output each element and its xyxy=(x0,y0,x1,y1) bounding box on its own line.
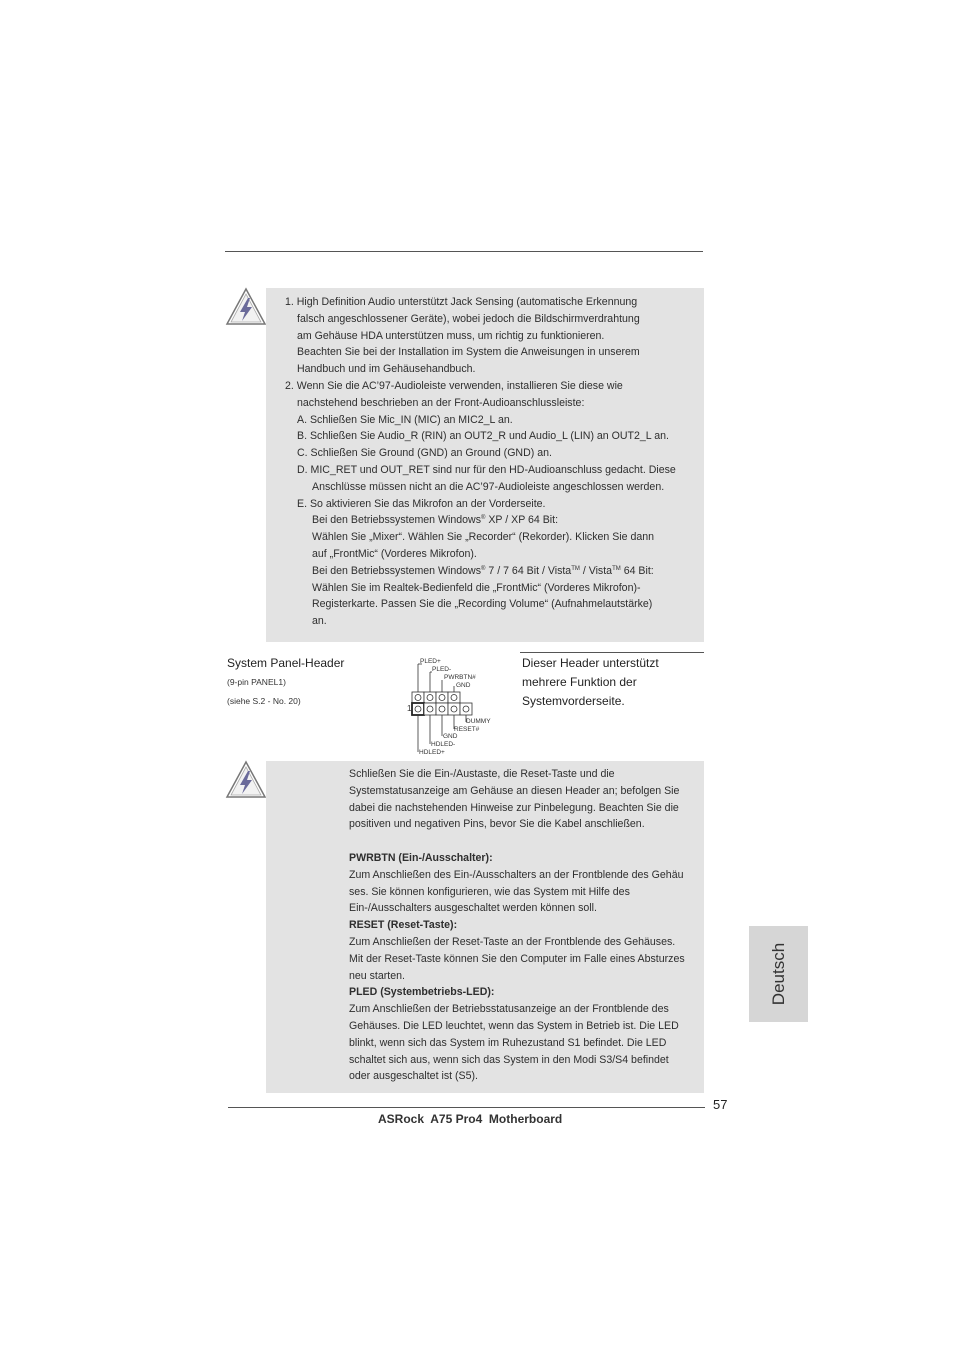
note-panel-line: Ein-/Ausschalters ausgeschaltet werden können soll. xyxy=(349,902,597,915)
note-audio-line: 2. Wenn Sie die AC’97-Audioleiste verwenden, installieren Sie diese wie xyxy=(285,380,623,392)
section-title-pwrbtn: PWRBTN (Ein-/Ausschalter): xyxy=(349,852,493,864)
note-panel-line: Mit der Reset-Taste können Sie den Computer im Falle eines Absturzes xyxy=(349,952,685,965)
note-panel-line: dabei die nachstehenden Hinweise zur Pinbelegung. Beachten Sie die xyxy=(349,801,679,814)
pin-label-gnd-top: GND xyxy=(456,682,471,689)
section-title-pled: PLED (Systembetriebs-LED): xyxy=(349,986,495,999)
warning-icon xyxy=(225,287,267,327)
pin-label-pled-minus: PLED- xyxy=(432,666,452,673)
note-panel-line: Systemstatusanzeige am Gehäuse an diesen Header an; befolgen Sie xyxy=(349,784,680,797)
section-title-reset: RESET (Reset-Taste): xyxy=(349,919,458,932)
pin-label-pled-plus: PLED+ xyxy=(420,658,441,665)
pin-one-marker: 1 xyxy=(407,704,412,713)
note-panel-line: Schließen Sie die Ein-/Austaste, die Reset-Taste und die xyxy=(349,768,615,780)
footer-rule xyxy=(228,1107,705,1108)
note-audio-line: nachstehend beschrieben an der Front-Audioanschlussleiste: xyxy=(297,396,585,409)
note-audio-line-part: Bei den Betriebssystemen Windows xyxy=(312,564,481,577)
note-audio-line xyxy=(312,565,654,578)
header-divider xyxy=(520,652,704,653)
pin-label-hdled-minus: HDLED- xyxy=(431,741,456,748)
note-panel-line: Zum Anschließen des Ein-/Ausschalters an der Frontblende des Gehäu xyxy=(349,868,684,881)
header-subtitle-pins: (9-pin PANEL1) xyxy=(227,677,286,687)
note-audio-line: D. MIC_RET und OUT_RET sind nur für den HD-Audioanschluss gedacht. Diese xyxy=(297,464,676,476)
note-audio-line: auf „FrontMic“ (Vorderes Mikrofon). xyxy=(312,548,477,560)
note-audio-line: C. Schließen Sie Ground (GND) an Ground (GND) an. xyxy=(297,447,552,460)
note-audio-line-part: ® xyxy=(481,565,486,572)
warning-icon xyxy=(225,760,267,800)
note-audio-line: am Gehäuse HDA unterstützen muss, um richtig zu funktionieren. xyxy=(297,329,605,342)
note-audio-line-part: 7 / 7 64 Bit / Vista xyxy=(485,564,572,577)
note-panel-line: Zum Anschließen der Reset-Taste an der Frontblende des Gehäuses. xyxy=(349,936,676,948)
note-audio-line: 1. High Definition Audio unterstützt Jack Sensing (automatische Erkennung xyxy=(285,296,638,308)
pin-label-dummy: DUMMY xyxy=(466,718,491,725)
note-audio-line: Handbuch und im Gehäusehandbuch. xyxy=(297,363,476,376)
note-audio-line-part: Bei den Betriebssystemen Windows xyxy=(312,514,481,527)
note-panel-line: ses. Sie können konfigurieren, wie das System mit Hilfe des xyxy=(349,885,630,898)
note-audio-line: Wählen Sie „Mixer“. Wählen Sie „Recorder“ (Rekorder). Klicken Sie dann xyxy=(312,531,655,544)
footer-model: ASRock A75 Pro4 Motherboard xyxy=(378,1112,563,1126)
pin-label-hdled-plus: HDLED+ xyxy=(419,749,445,756)
note-audio-line: falsch angeschlossener Geräte), wobei jedoch die Bildschirmverdrahtung xyxy=(297,312,640,325)
note-audio-line: an. xyxy=(312,615,327,628)
language-tab xyxy=(749,926,808,1022)
note-panel-line: positiven und negativen Pins, bevor Sie die Kabel anschließen. xyxy=(349,818,645,831)
note-audio-line: A. Schließen Sie Mic_IN (MIC) an MIC2_L an. xyxy=(297,413,513,426)
language-tab-label: Deutsch xyxy=(768,942,788,1006)
header-desc-2: mehrere Funktion der xyxy=(522,675,637,689)
header-desc-3: Systemvorderseite. xyxy=(522,694,625,708)
note-panel-line: schaltet sich aus, wenn sich das System in den Modi S3/S4 befindet xyxy=(349,1053,669,1066)
note-panel-line: oder ausgeschaltet ist (S5). xyxy=(349,1070,478,1083)
note-panel-line: blinkt, wenn sich das System im Ruhezustand S1 befindet. Die LED xyxy=(349,1036,667,1049)
pin-diagram-lines xyxy=(408,656,508,760)
note-audio-line-part: 64 Bit: xyxy=(620,564,654,577)
note-audio-line: Beachten Sie bei der Installation im System die Anweisungen in unserem xyxy=(297,346,640,359)
note-audio-line: Registerkarte. Passen Sie die „Recording Volume“ (Aufnahmelautstärke) xyxy=(312,598,653,611)
note-audio-line-part: / Vista xyxy=(579,564,613,577)
header-subtitle-ref: (siehe S.2 - No. 20) xyxy=(227,696,301,706)
note-audio-line-part: TM xyxy=(571,565,580,572)
note-audio-line-part: XP / XP 64 Bit: xyxy=(485,514,559,527)
note-audio-line: B. Schließen Sie Audio_R (RIN) an OUT2_R und Audio_L (LIN) an OUT2_L an. xyxy=(297,430,669,443)
page-number: 57 xyxy=(713,1097,728,1112)
note-audio-line: E. So aktivieren Sie das Mikrofon an der Vorderseite. xyxy=(297,497,546,510)
note-panel-line: Zum Anschließen der Betriebsstatusanzeige an der Frontblende des xyxy=(349,1003,669,1016)
pin-label-reset: RESET# xyxy=(454,726,480,733)
header-desc-1: Dieser Header unterstützt xyxy=(522,656,659,670)
note-panel-line: neu starten. xyxy=(349,969,405,982)
note-audio-line-part: ® xyxy=(481,515,486,522)
top-rule xyxy=(225,251,703,252)
note-audio-line xyxy=(312,514,558,527)
note-panel-line: Gehäuses. Die LED leuchtet, wenn das System in Betrieb ist. Die LED xyxy=(349,1020,679,1032)
pin-label-pwrbtn: PWRBTN# xyxy=(444,674,476,681)
note-audio-line: Wählen Sie im Realtek-Bedienfeld die „FrontMic“ (Vorderes Mikrofon)- xyxy=(312,581,641,594)
header-title: System Panel-Header xyxy=(227,656,345,670)
note-audio-line-part: TM xyxy=(612,565,621,572)
note-audio-line: Anschlüsse müssen nicht an die AC’97-Audioleiste angeschlossen werden. xyxy=(312,480,665,493)
pin-label-gnd-bottom: GND xyxy=(443,733,458,740)
